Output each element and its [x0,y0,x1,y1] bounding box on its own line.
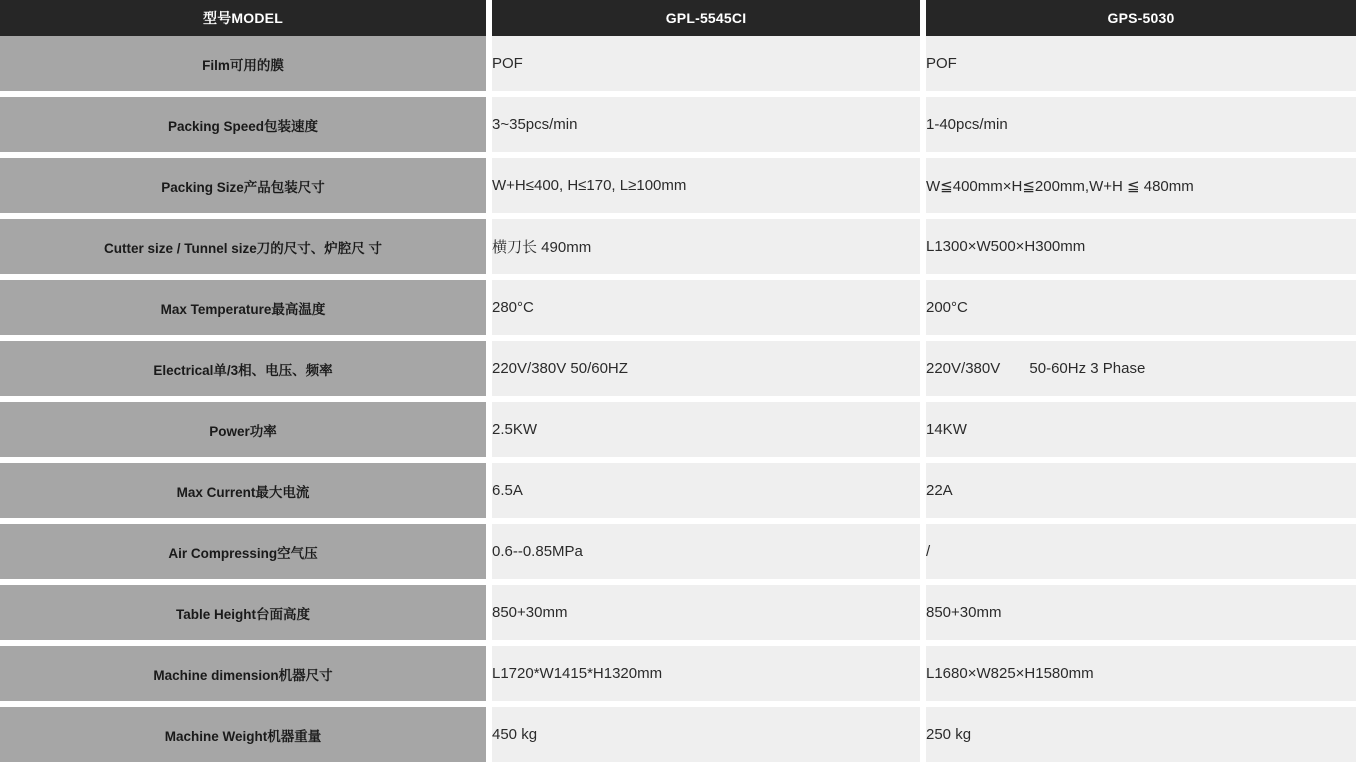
row-value-a: 6.5A [486,463,920,524]
row-label: Table Height台面高度 [0,585,486,646]
row-label: Air Compressing空气压 [0,524,486,585]
row-label: Power功率 [0,402,486,463]
table-row [0,36,1356,97]
row-value-b: 200°C [920,280,1356,341]
row-label: Film可用的膜 [0,36,486,97]
row-value-b: 250 kg [920,707,1356,762]
row-value-b: POF [920,36,1356,97]
table-row [0,524,1356,585]
row-label: Packing Size产品包装尺寸 [0,158,486,219]
row-label: Cutter size / Tunnel size刀的尺寸、炉腔尺 寸 [0,219,486,280]
column-header-model-b: GPS-5030 [920,0,1356,36]
row-value-a: 0.6--0.85MPa [486,524,920,585]
row-value-a: 2.5KW [486,402,920,463]
table-row [0,585,1356,646]
row-value-a: POF [486,36,920,97]
table-row [0,97,1356,158]
row-label: Machine dimension机器尺寸 [0,646,486,707]
table-row [0,158,1356,219]
row-value-a: L1720*W1415*H1320mm [486,646,920,707]
row-value-b: / [920,524,1356,585]
row-value-a: 450 kg [486,707,920,762]
table-row [0,402,1356,463]
column-header-model: 型号MODEL [0,0,486,36]
row-value-b: 220V/380V 50-60Hz 3 Phase [920,341,1356,402]
row-label: Electrical单/3相、电压、频率 [0,341,486,402]
row-value-b: 14KW [920,402,1356,463]
row-value-a: 220V/380V 50/60HZ [486,341,920,402]
row-value-a: 横刀长 490mm [486,219,920,280]
row-value-a: 850+30mm [486,585,920,646]
row-value-b: 1-40pcs/min [920,97,1356,158]
table-header-row [0,0,1356,36]
table-row [0,646,1356,707]
table-row [0,707,1356,762]
row-value-b: 850+30mm [920,585,1356,646]
table-row [0,341,1356,402]
table-body [0,36,1356,762]
table-row [0,280,1356,341]
row-label: Max Current最大电流 [0,463,486,524]
row-value-b: L1300×W500×H300mm [920,219,1356,280]
row-label: Packing Speed包装速度 [0,97,486,158]
table-row [0,463,1356,524]
row-label: Machine Weight机器重量 [0,707,486,762]
row-label: Max Temperature最高温度 [0,280,486,341]
row-value-a: 280°C [486,280,920,341]
row-value-b: L1680×W825×H1580mm [920,646,1356,707]
row-value-a: 3~35pcs/min [486,97,920,158]
row-value-b: 22A [920,463,1356,524]
row-value-a: W+H≤400, H≤170, L≥100mm [486,158,920,219]
row-value-b: W≦400mm×H≦200mm,W+H ≦ 480mm [920,158,1356,219]
table-row [0,219,1356,280]
column-header-model-a: GPL-5545CI [486,0,920,36]
